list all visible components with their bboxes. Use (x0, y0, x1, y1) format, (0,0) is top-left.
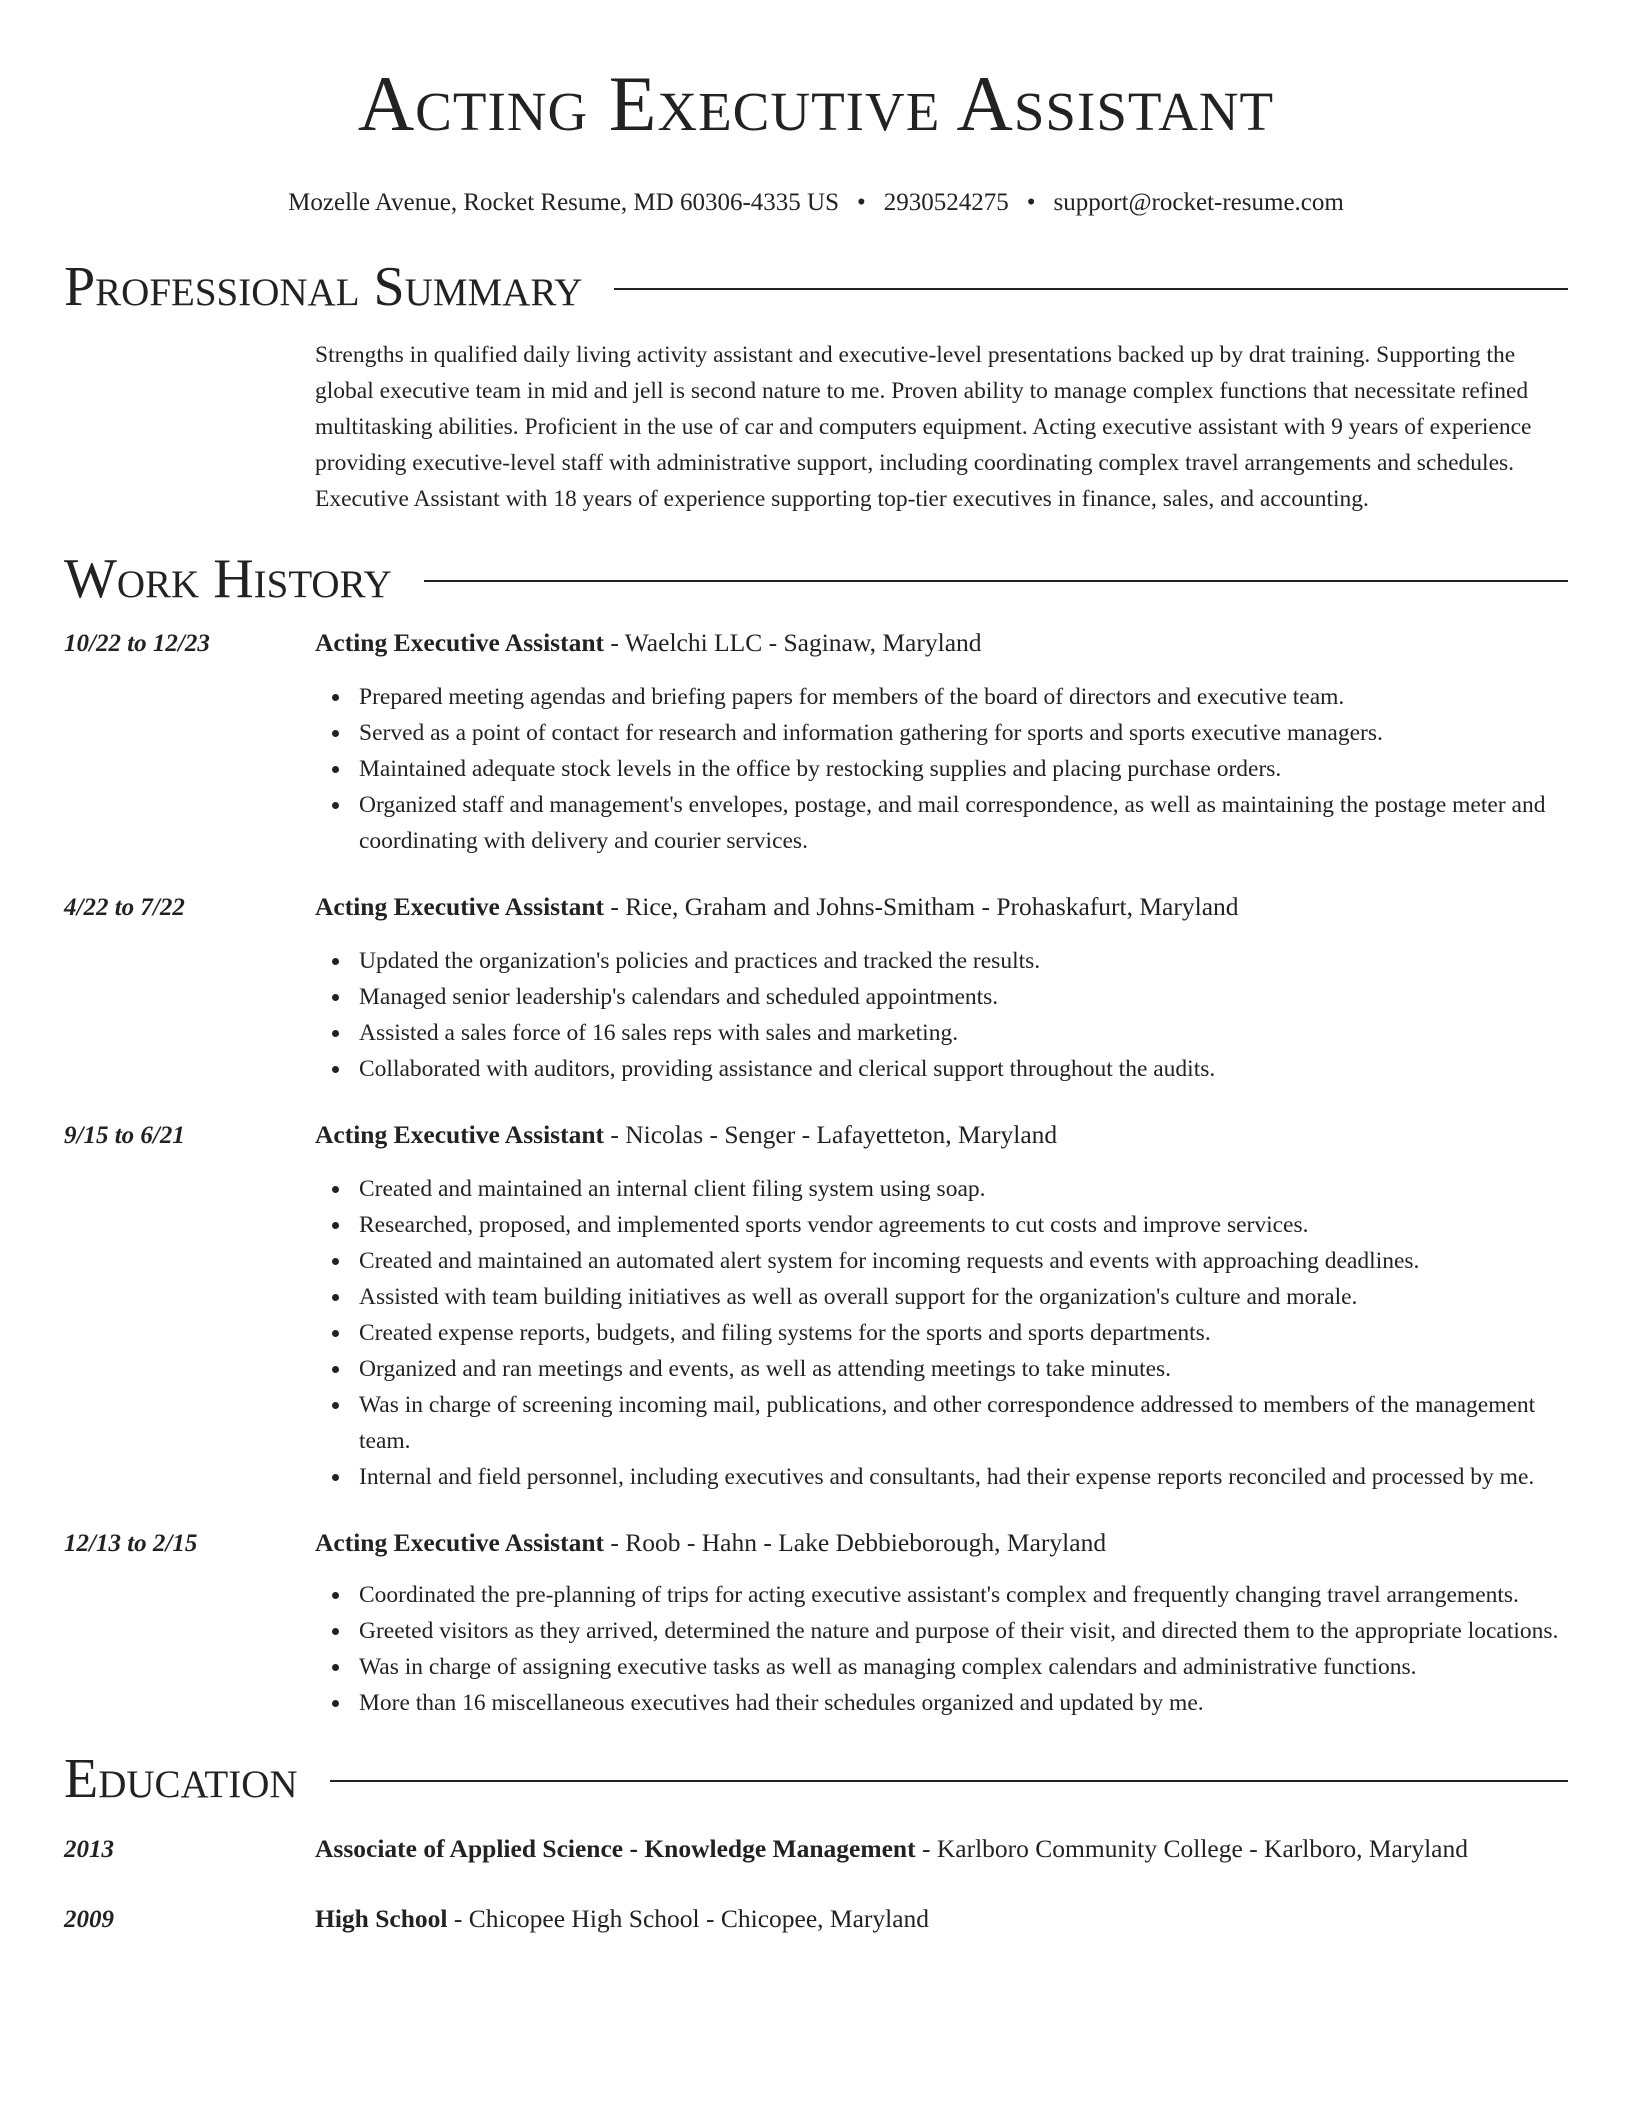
job-bullets (315, 679, 1568, 859)
education-details: - Karlboro Community College - Karlboro, Maryland (915, 1834, 1468, 1863)
job-details: - Rice, Graham and Johns-Smitham - Prohaskafurt, Maryland (604, 892, 1239, 921)
education-details: - Chicopee High School - Chicopee, Maryland (447, 1904, 930, 1933)
job-bullet: Assisted a sales force of 16 sales reps with sales and marketing. (315, 1015, 1568, 1051)
work-section-header (64, 547, 1568, 611)
summary-text: Strengths in qualified daily living activity assistant and executive-level presentations backed up by drat training. Supporting the global executive team in mid and jell is second nature to me. Proven ability to manage complex functions that necessitate refined multitasking abilities. Proficient in the use of car and computers equipment. Acting executive assistant with 9 years of experience providing executive-level staff with administrative support, including coordinating complex travel arrangements and schedules. Executive Assistant with 18 years of experience supporting top-tier executives in finance, sales, and accounting. (315, 342, 1532, 512)
job-dates: 9/15 to 6/21 (64, 1122, 185, 1149)
work-heading: Work History (64, 548, 392, 610)
job-entry (64, 891, 1568, 1087)
education-row (64, 1903, 1568, 1935)
job-headline (315, 627, 982, 659)
job-header (64, 891, 1568, 923)
education-entry (64, 1833, 1568, 1865)
job-title: Acting Executive Assistant (315, 1120, 604, 1149)
job-bullet: Internal and field personnel, including executives and consultants, had their expense reports reconciled and processed by me. (315, 1459, 1568, 1495)
summary-section-header (64, 255, 1568, 319)
job-bullet: Was in charge of assigning executive tasks as well as managing complex calendars and administrative functions. (315, 1649, 1568, 1685)
education-degree: High School (315, 1904, 448, 1933)
job-bullet: Created and maintained an automated alert system for incoming requests and events with approaching deadlines. (315, 1243, 1568, 1279)
job-title: Acting Executive Assistant (315, 628, 604, 657)
job-bullet: Researched, proposed, and implemented sports vendor agreements to cut costs and improve services. (315, 1207, 1568, 1243)
job-bullets (315, 943, 1568, 1087)
job-bullet: More than 16 miscellaneous executives had their schedules organized and updated by me. (315, 1685, 1568, 1721)
job-dates: 4/22 to 7/22 (64, 894, 185, 921)
job-bullet: Served as a point of contact for research and information gathering for sports and sports executive managers. (315, 715, 1568, 751)
contact-email: support@rocket-resume.com (1053, 189, 1344, 216)
section-divider (424, 580, 1568, 582)
education-year: 2009 (64, 1906, 114, 1933)
job-bullet: Updated the organization's policies and practices and tracked the results. (315, 943, 1568, 979)
job-bullet: Maintained adequate stock levels in the office by restocking supplies and placing purchase orders. (315, 751, 1568, 787)
job-bullet: Collaborated with auditors, providing assistance and clerical support throughout the audits. (315, 1051, 1568, 1087)
job-dates: 10/22 to 12/23 (64, 630, 210, 657)
job-dates: 12/13 to 2/15 (64, 1530, 198, 1557)
job-bullet: Greeted visitors as they arrived, determined the nature and purpose of their visit, and directed them to the appropriate locations. (315, 1613, 1568, 1649)
job-title: Acting Executive Assistant (315, 1528, 604, 1557)
job-title: Acting Executive Assistant (315, 892, 604, 921)
job-bullet: Created expense reports, budgets, and filing systems for the sports and sports departments. (315, 1315, 1568, 1351)
summary-heading: Professional Summary (64, 256, 583, 318)
education-row (64, 1833, 1568, 1865)
job-bullet: Coordinated the pre-planning of trips for acting executive assistant's complex and frequently changing travel arrangements. (315, 1577, 1568, 1613)
job-details: - Nicolas - Senger - Lafayetteton, Maryland (604, 1120, 1058, 1149)
job-bullet: Organized and ran meetings and events, as well as attending meetings to take minutes. (315, 1351, 1568, 1387)
job-bullet: Organized staff and management's envelopes, postage, and mail correspondence, as well as maintaining the postage meter and coordinating with delivery and courier services. (315, 787, 1568, 859)
education-year: 2013 (64, 1836, 114, 1863)
job-header (64, 1527, 1568, 1559)
job-entry (64, 1527, 1568, 1721)
job-headline (315, 1527, 1106, 1559)
job-bullet: Was in charge of screening incoming mail, publications, and other correspondence addressed to members of the management team. (315, 1387, 1568, 1459)
section-divider (330, 1780, 1568, 1782)
job-header (64, 1119, 1568, 1151)
job-header (64, 627, 1568, 659)
education-entry (64, 1903, 1568, 1935)
section-divider (614, 288, 1568, 290)
contact-separator: • (1026, 189, 1036, 216)
job-details: - Roob - Hahn - Lake Debbieborough, Maryland (604, 1528, 1107, 1557)
education-section-header (64, 1747, 1568, 1811)
job-bullet: Managed senior leadership's calendars and scheduled appointments. (315, 979, 1568, 1015)
job-bullets (315, 1577, 1568, 1721)
education-heading: Education (64, 1748, 298, 1810)
job-bullet: Created and maintained an internal client filing system using soap. (315, 1171, 1568, 1207)
job-headline (315, 1119, 1057, 1151)
job-headline (315, 891, 1239, 923)
contact-line (0, 188, 1632, 218)
education-headline (315, 1903, 929, 1935)
contact-phone: 2930524275 (883, 189, 1009, 216)
job-bullets (315, 1171, 1568, 1495)
job-bullet: Assisted with team building initiatives as well as overall support for the organization's culture and morale. (315, 1279, 1568, 1315)
contact-address: Mozelle Avenue, Rocket Resume, MD 60306-4335 US (288, 189, 839, 216)
job-details: - Waelchi LLC - Saginaw, Maryland (604, 628, 982, 657)
job-entry (64, 627, 1568, 859)
job-entry (64, 1119, 1568, 1495)
contact-separator: • (857, 189, 866, 216)
job-bullet: Prepared meeting agendas and briefing papers for members of the board of directors and executive team. (315, 679, 1568, 715)
resume-title: Acting Executive Assistant (357, 60, 1275, 147)
education-headline (315, 1833, 1468, 1865)
education-degree: Associate of Applied Science - Knowledge Management (315, 1834, 916, 1863)
